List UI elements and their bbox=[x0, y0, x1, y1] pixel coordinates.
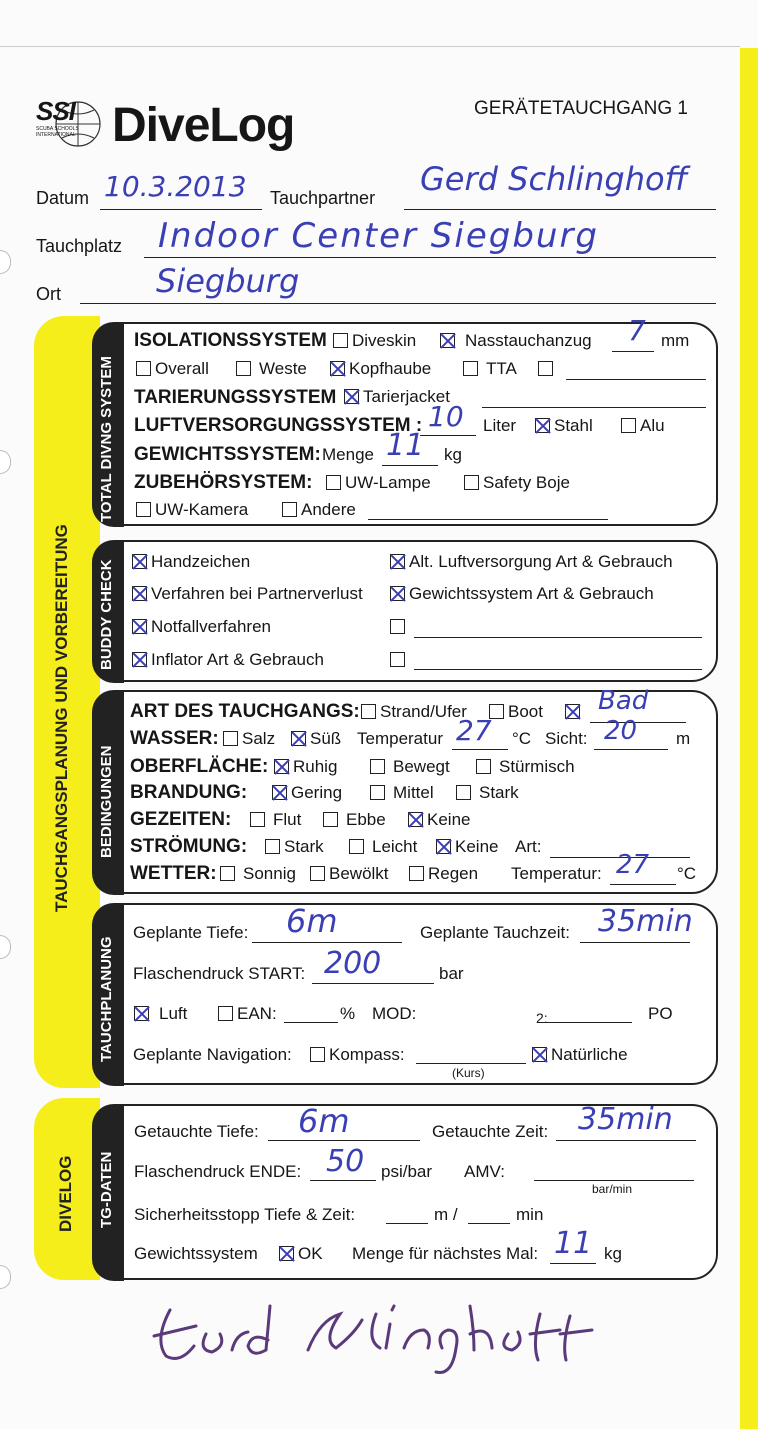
stopp-tiefe-line bbox=[386, 1222, 428, 1224]
liter-value[interactable]: 10 bbox=[428, 400, 464, 433]
kg-value[interactable]: 11 bbox=[386, 428, 425, 463]
percent-unit: % bbox=[340, 1004, 356, 1023]
uwkamera-text: UW-Kamera bbox=[155, 500, 249, 519]
kurs-hint: (Kurs) bbox=[452, 1066, 485, 1080]
ruhig-checkbox[interactable] bbox=[274, 759, 289, 774]
other-isolation-checkbox[interactable] bbox=[538, 361, 553, 376]
stopp-zeit-line bbox=[468, 1222, 510, 1224]
buddy-checkbox[interactable] bbox=[132, 619, 147, 634]
natuerliche-option[interactable] bbox=[532, 1045, 628, 1065]
celsius-unit: °C bbox=[512, 729, 532, 748]
wetter-label: WETTER: bbox=[130, 863, 217, 884]
buddy-checkbox[interactable] bbox=[390, 586, 405, 601]
buddy-checkbox[interactable] bbox=[132, 652, 147, 667]
druck-start-label: Flaschendruck START: bbox=[133, 964, 306, 983]
gering-text: Gering bbox=[291, 783, 343, 802]
menge-naechstes-label: Menge für nächstes Mal: bbox=[352, 1244, 539, 1263]
menge-naechstes-line bbox=[550, 1262, 596, 1264]
amv-label: AMV: bbox=[464, 1162, 505, 1181]
binder-hole bbox=[0, 1265, 11, 1289]
gewicht-ok-text: OK bbox=[298, 1244, 323, 1263]
weste-text: Weste bbox=[259, 359, 307, 378]
getauchte-zeit-value[interactable]: 35min bbox=[578, 1102, 673, 1137]
strand-checkbox[interactable] bbox=[361, 704, 376, 719]
tarierjacket-checkbox[interactable] bbox=[344, 389, 359, 404]
navigation-label: Geplante Navigation: bbox=[133, 1045, 292, 1064]
geplante-tiefe-line bbox=[252, 941, 402, 943]
mm-value[interactable]: 7 bbox=[628, 314, 646, 347]
buddy-item-empty[interactable] bbox=[390, 617, 409, 637]
page-subtitle: GERÄTETAUCHGANG 1 bbox=[474, 98, 688, 119]
art-other-checkbox[interactable] bbox=[565, 704, 580, 719]
flut-option[interactable] bbox=[250, 810, 301, 830]
buddy-item-text: Alt. Luftversorgung Art & Gebrauch bbox=[409, 552, 673, 571]
regen-text: Regen bbox=[428, 864, 479, 883]
safety-boje-option[interactable] bbox=[464, 473, 570, 493]
getauchte-tiefe-label: Getauchte Tiefe: bbox=[134, 1122, 259, 1141]
getauchte-zeit-label: Getauchte Zeit: bbox=[432, 1122, 549, 1141]
gewichtssystem-label: Gewichtssystem bbox=[134, 1244, 258, 1263]
mm-line bbox=[612, 350, 654, 352]
bewoelkt-text: Bewölkt bbox=[329, 864, 389, 883]
mm-unit: mm bbox=[661, 331, 690, 350]
buddy-item-text: Verfahren bei Partnerverlust bbox=[151, 584, 363, 603]
buddy-item[interactable] bbox=[132, 617, 271, 637]
geplante-zeit-label: Geplante Tauchzeit: bbox=[420, 923, 570, 942]
tarierung-line bbox=[482, 406, 706, 408]
stark-text: Stark bbox=[479, 783, 519, 802]
total-diving-system-tab-label: TOTAL DIVNG SYSTEM bbox=[98, 356, 115, 522]
kompass-option[interactable] bbox=[310, 1045, 405, 1065]
buddy-checkbox[interactable] bbox=[390, 652, 405, 667]
overall-checkbox[interactable] bbox=[136, 361, 151, 376]
buddy-item-text: Gewichtssystem Art & Gebrauch bbox=[409, 584, 654, 603]
buddy-item-text: Notfallverfahren bbox=[151, 617, 272, 636]
buddy-checkbox[interactable] bbox=[390, 554, 405, 569]
binder-hole bbox=[0, 450, 11, 474]
tauchplatz-value[interactable]: Indoor Center Siegburg bbox=[158, 216, 600, 256]
uwlampe-option[interactable] bbox=[326, 473, 431, 493]
amv-line bbox=[534, 1179, 694, 1181]
po2-subscript: 2: bbox=[536, 1010, 548, 1026]
sonnig-checkbox[interactable] bbox=[220, 866, 235, 881]
buddy-item-text: Handzeichen bbox=[151, 552, 251, 571]
stark-option[interactable] bbox=[456, 783, 519, 803]
datum-label: Datum bbox=[36, 188, 90, 208]
mittel-option[interactable] bbox=[370, 783, 434, 803]
wetter-temperatur-value[interactable]: 27 bbox=[616, 850, 650, 880]
kopfhaube-text: Kopfhaube bbox=[349, 359, 432, 378]
stuermisch-checkbox[interactable] bbox=[476, 759, 491, 774]
uwkamera-checkbox[interactable] bbox=[136, 502, 151, 517]
tarierung-label: TARIERUNGSSYSTEM bbox=[134, 387, 337, 408]
druck-start-line bbox=[312, 982, 434, 984]
flut-text: Flut bbox=[273, 810, 302, 829]
strand-option[interactable] bbox=[361, 702, 467, 722]
druck-start-value[interactable]: 200 bbox=[324, 946, 382, 981]
salz-checkbox[interactable] bbox=[223, 731, 238, 746]
salz-text: Salz bbox=[242, 729, 276, 748]
kopfhaube-checkbox[interactable] bbox=[330, 361, 345, 376]
uwlampe-text: UW-Lampe bbox=[345, 473, 431, 492]
bewegt-option[interactable] bbox=[370, 757, 450, 777]
ort-line bbox=[80, 302, 716, 304]
druck-ende-value[interactable]: 50 bbox=[326, 1144, 365, 1179]
ruhig-text: Ruhig bbox=[293, 757, 338, 776]
ebbe-checkbox[interactable] bbox=[323, 812, 338, 827]
buddy-check-tab-label: BUDDY CHECK bbox=[98, 559, 115, 670]
sicht-value[interactable]: 20 bbox=[604, 716, 638, 746]
wetter-temperatur-line bbox=[610, 883, 676, 885]
diveskin-text: Diveskin bbox=[352, 331, 417, 350]
andere-checkbox[interactable] bbox=[282, 502, 297, 517]
ssi-logo bbox=[34, 96, 104, 158]
other-isolation-option[interactable] bbox=[538, 359, 557, 379]
bedingungen-tab-label: BEDINGUNGEN bbox=[98, 745, 115, 858]
binder-hole bbox=[0, 935, 11, 959]
getauchte-tiefe-value[interactable]: 6m bbox=[298, 1102, 350, 1140]
ebbe-text: Ebbe bbox=[346, 810, 386, 829]
strand-text: Strand/Ufer bbox=[380, 702, 467, 721]
kompass-checkbox[interactable] bbox=[310, 1047, 325, 1062]
overall-option[interactable] bbox=[136, 359, 209, 379]
bewegt-checkbox[interactable] bbox=[370, 759, 385, 774]
bewoelkt-checkbox[interactable] bbox=[310, 866, 325, 881]
art-other-value[interactable]: Bad bbox=[598, 686, 649, 716]
uwkamera-option[interactable] bbox=[136, 500, 248, 520]
sonnig-text: Sonnig bbox=[243, 864, 296, 883]
luftversorgung-label: LUFTVERSORGUNGSSYSTEM : bbox=[134, 415, 423, 436]
divelog-side-label: DIVELOG bbox=[56, 1155, 75, 1232]
sicherheitsstopp-label: Sicherheitsstopp Tiefe & Zeit: bbox=[134, 1205, 356, 1224]
overall-text: Overall bbox=[155, 359, 209, 378]
druck-ende-line bbox=[310, 1179, 376, 1181]
buddy-item[interactable] bbox=[390, 552, 673, 572]
nasstauchanzug-checkbox[interactable] bbox=[440, 333, 455, 348]
ean-text: EAN: bbox=[237, 1004, 277, 1023]
partner-line bbox=[404, 208, 716, 210]
ssi-logo-text: SSI bbox=[36, 96, 75, 126]
bewoelkt-option[interactable] bbox=[310, 864, 389, 884]
datum-line bbox=[100, 208, 262, 210]
tg-daten-tab-label: TG-DATEN bbox=[98, 1151, 115, 1228]
gering-option[interactable] bbox=[272, 783, 342, 803]
menge-label: Menge bbox=[322, 445, 374, 464]
keine-gezeiten-text: Keine bbox=[427, 810, 471, 829]
wetter-temperatur-label: Temperatur: bbox=[511, 864, 602, 883]
suess-checkbox[interactable] bbox=[291, 731, 306, 746]
salz-option[interactable] bbox=[223, 729, 275, 749]
oberflaeche-label: OBERFLÄCHE: bbox=[130, 756, 269, 777]
gezeiten-label: GEZEITEN: bbox=[130, 809, 232, 830]
temperatur-label: Temperatur bbox=[357, 729, 443, 748]
nasstauchanzug-text: Nasstauchanzug bbox=[465, 331, 592, 350]
buddy-checkbox[interactable] bbox=[132, 586, 147, 601]
kg-naechstes-unit: kg bbox=[604, 1244, 622, 1263]
uwlampe-checkbox[interactable] bbox=[326, 475, 341, 490]
druck-ende-label: Flaschendruck ENDE: bbox=[134, 1162, 302, 1181]
stroemung-stark-text: Stark bbox=[284, 837, 324, 856]
gewicht-ok-option[interactable] bbox=[279, 1244, 323, 1264]
kompass-line bbox=[416, 1062, 526, 1064]
nasstauchanzug-option[interactable] bbox=[440, 331, 592, 351]
keine-gezeiten-option[interactable] bbox=[408, 810, 470, 830]
stroemung-stark-checkbox[interactable] bbox=[265, 839, 280, 854]
suess-option[interactable] bbox=[291, 729, 341, 749]
geplante-zeit-value[interactable]: 35min bbox=[598, 904, 693, 939]
signature bbox=[140, 1290, 660, 1390]
luft-option[interactable] bbox=[134, 1004, 187, 1024]
leicht-checkbox[interactable] bbox=[349, 839, 364, 854]
ssi-logo-subtext: SCUBA SCHOOLS INTERNATIONAL bbox=[36, 126, 79, 138]
kompass-text: Kompass: bbox=[329, 1045, 405, 1064]
gering-checkbox[interactable] bbox=[272, 785, 287, 800]
stahl-checkbox[interactable] bbox=[535, 418, 550, 433]
buddy-item[interactable] bbox=[132, 650, 324, 670]
binder-hole bbox=[0, 250, 11, 274]
buddy-item[interactable] bbox=[132, 552, 250, 572]
alu-checkbox[interactable] bbox=[621, 418, 636, 433]
stark-checkbox[interactable] bbox=[456, 785, 471, 800]
bar-unit: bar bbox=[439, 964, 464, 983]
kopfhaube-option[interactable] bbox=[330, 359, 431, 379]
alu-option[interactable] bbox=[621, 416, 665, 436]
tta-text: TTA bbox=[486, 359, 517, 378]
getauchte-zeit-line bbox=[556, 1139, 696, 1141]
tta-option[interactable] bbox=[463, 359, 517, 379]
liter-unit: Liter bbox=[483, 416, 517, 435]
page-top-edge bbox=[0, 46, 740, 47]
ean-option[interactable] bbox=[218, 1004, 277, 1024]
stroemung-art-label: Art: bbox=[515, 837, 542, 856]
luft-checkbox[interactable] bbox=[134, 1006, 149, 1021]
tauchplanung-tab-label: TAUCHPLANUNG bbox=[98, 936, 115, 1062]
mittel-checkbox[interactable] bbox=[370, 785, 385, 800]
ebbe-option[interactable] bbox=[323, 810, 386, 830]
sicht-unit: m bbox=[676, 729, 691, 748]
stroemung-stark-option[interactable] bbox=[265, 837, 324, 857]
geplante-zeit-line bbox=[580, 941, 690, 943]
tauchplatz-line bbox=[144, 256, 716, 258]
po-label: PO bbox=[648, 1004, 673, 1023]
tarierjacket-text: Tarierjacket bbox=[363, 387, 450, 406]
buddy-checkbox[interactable] bbox=[390, 619, 405, 634]
ort-label: Ort bbox=[36, 284, 61, 304]
stuermisch-option[interactable] bbox=[476, 757, 575, 777]
wetter-celsius-unit: °C bbox=[677, 864, 697, 883]
wasser-label: WASSER: bbox=[130, 728, 219, 749]
buddy-checkbox[interactable] bbox=[132, 554, 147, 569]
stopp-min-unit: min bbox=[516, 1205, 544, 1224]
ean-line bbox=[284, 1021, 338, 1023]
gewicht-ok-checkbox[interactable] bbox=[279, 1246, 294, 1261]
kg-unit: kg bbox=[444, 445, 462, 464]
datum-value[interactable]: 10.3.2013 bbox=[104, 170, 247, 203]
temperatur-value[interactable]: 27 bbox=[456, 714, 492, 747]
liter-line bbox=[420, 434, 476, 436]
sicht-line bbox=[594, 748, 668, 750]
keine-stroemung-text: Keine bbox=[455, 837, 499, 856]
buddy-item[interactable] bbox=[390, 584, 654, 604]
art-other-option[interactable] bbox=[565, 702, 584, 722]
safety-boje-checkbox[interactable] bbox=[464, 475, 479, 490]
flut-checkbox[interactable] bbox=[250, 812, 265, 827]
sonnig-option[interactable] bbox=[220, 864, 296, 884]
tauchplatz-label: Tauchplatz bbox=[36, 236, 123, 256]
natuerliche-text: Natürliche bbox=[551, 1045, 628, 1064]
brand-title: DiveLog bbox=[112, 99, 295, 152]
boot-text: Boot bbox=[508, 702, 543, 721]
ruhig-option[interactable] bbox=[274, 757, 337, 777]
ean-checkbox[interactable] bbox=[218, 1006, 233, 1021]
sicht-label: Sicht: bbox=[545, 729, 588, 748]
stopp-meter-unit: m / bbox=[434, 1205, 458, 1224]
psibar-unit: psi/bar bbox=[381, 1162, 433, 1181]
keine-stroemung-option[interactable] bbox=[436, 837, 498, 857]
kg-line bbox=[382, 464, 438, 466]
regen-checkbox[interactable] bbox=[409, 866, 424, 881]
leicht-option[interactable] bbox=[349, 837, 417, 857]
boot-option[interactable] bbox=[489, 702, 543, 722]
diveskin-checkbox[interactable] bbox=[333, 333, 348, 348]
weste-option[interactable] bbox=[236, 359, 307, 379]
andere-line bbox=[368, 518, 608, 520]
regen-option[interactable] bbox=[409, 864, 478, 884]
menge-naechstes-value[interactable]: 11 bbox=[554, 1226, 593, 1261]
alu-text: Alu bbox=[640, 416, 665, 435]
geplante-tiefe-label: Geplante Tiefe: bbox=[133, 923, 249, 942]
buddy-item-text: Inflator Art & Gebrauch bbox=[151, 650, 324, 669]
ort-value[interactable]: Siegburg bbox=[156, 262, 300, 300]
planung-side-label: TAUCHGANGSPLANUNG UND VORBEREITUNG bbox=[52, 524, 71, 912]
buddy-item-empty[interactable] bbox=[390, 650, 409, 670]
buddy-blank-line bbox=[414, 636, 702, 638]
temperatur-line bbox=[452, 748, 508, 750]
andere-text: Andere bbox=[301, 500, 356, 519]
suess-text: Süß bbox=[310, 729, 342, 748]
weste-checkbox[interactable] bbox=[236, 361, 251, 376]
stahl-text: Stahl bbox=[554, 416, 593, 435]
mod-label: MOD: bbox=[372, 1004, 417, 1023]
geplante-tiefe-value[interactable]: 6m bbox=[286, 902, 338, 940]
stroemung-label: STRÖMUNG: bbox=[130, 836, 248, 857]
luft-text: Luft bbox=[159, 1004, 188, 1023]
diveskin-option[interactable] bbox=[333, 331, 416, 351]
buddy-blank-line bbox=[414, 668, 702, 670]
art-label: ART DES TAUCHGANGS: bbox=[130, 701, 360, 722]
yellow-page-edge bbox=[740, 48, 758, 1429]
mod-line bbox=[540, 1021, 632, 1023]
leicht-text: Leicht bbox=[372, 837, 418, 856]
buddy-item[interactable] bbox=[132, 584, 363, 604]
bewegt-text: Bewegt bbox=[393, 757, 450, 776]
zubehoer-label: ZUBEHÖRSYSTEM: bbox=[134, 472, 313, 493]
keine-gezeiten-checkbox[interactable] bbox=[408, 812, 423, 827]
gewicht-label: GEWICHTSSYSTEM: bbox=[134, 444, 321, 465]
andere-option[interactable] bbox=[282, 500, 356, 520]
safety-boje-text: Safety Boje bbox=[483, 473, 570, 492]
partner-value[interactable]: Gerd Schlinghoff bbox=[420, 160, 688, 198]
mittel-text: Mittel bbox=[393, 783, 434, 802]
natuerliche-checkbox[interactable] bbox=[532, 1047, 547, 1062]
partner-label: Tauchpartner bbox=[270, 188, 376, 208]
keine-stroemung-checkbox[interactable] bbox=[436, 839, 451, 854]
other-isolation-line bbox=[566, 378, 706, 380]
isolation-label: ISOLATIONSSYSTEM bbox=[134, 330, 327, 351]
brandung-label: BRANDUNG: bbox=[130, 782, 248, 803]
tta-checkbox[interactable] bbox=[463, 361, 478, 376]
barmin-unit: bar/min bbox=[592, 1182, 633, 1196]
stahl-option[interactable] bbox=[535, 416, 593, 436]
stuermisch-text: Stürmisch bbox=[499, 757, 575, 776]
